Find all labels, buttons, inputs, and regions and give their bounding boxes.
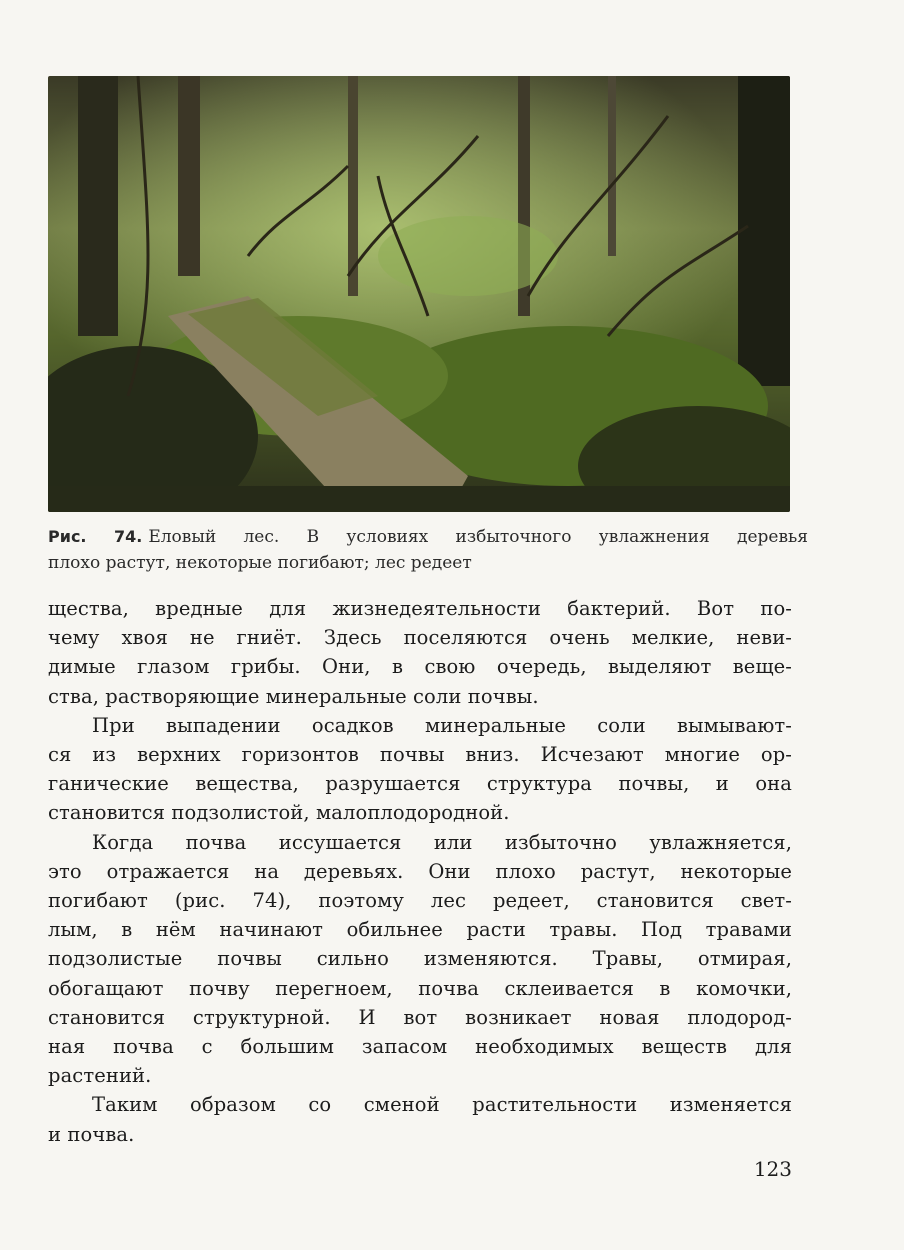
text-line: подзолистые почвы сильно изменяются. Травы, отмирая, (48, 947, 792, 971)
text-line: погибают (рис. 74), поэтому лес редеет, становится свет- (48, 889, 792, 913)
caption-line: плохо растут, некоторые погибают; лес редеет (48, 553, 472, 573)
caption-line: Рис. 74. Еловый лес. В условиях избыточного увлажнения деревья (48, 527, 808, 547)
paragraph-3 (48, 828, 792, 1091)
text-line: лым, в нём начинают обильнее расти травы. Под травами (48, 918, 792, 942)
text-line: Таким образом со сменой растительности изменяется (92, 1093, 792, 1117)
text-line: ганические вещества, разрушается структура почвы, и она (48, 772, 792, 796)
text-line: обогащают почву перегноем, почва склеивается в комочки, (48, 976, 792, 1000)
text-line: Когда почва иссушается или избыточно увлажняется, (92, 830, 792, 854)
paragraph-4 (48, 1090, 792, 1148)
paragraph-1 (48, 594, 792, 711)
text-line: димые глазом грибы. Они, в свою очередь, выделяют веще- (48, 655, 792, 679)
text-line: это отражается на деревьях. Они плохо растут, некоторые (48, 859, 792, 883)
body-text (48, 594, 792, 1149)
text-line: ся из верхних горизонтов почвы вниз. Исчезают многие ор- (48, 743, 792, 767)
page-number: 123 (753, 1157, 792, 1181)
text-line: становится подзолистой, малоплодородной. (48, 801, 510, 825)
text-line: и почва. (48, 1122, 135, 1146)
forest-photo (48, 76, 790, 512)
text-line: щества, вредные для жизнедеятельности бактерий. Вот по- (48, 597, 792, 620)
text-line: ства, растворяющие минеральные соли почвы. (48, 684, 539, 708)
figure-caption (48, 524, 808, 576)
text-line: чему хвоя не гниёт. Здесь поселяются очень мелкие, неви- (48, 626, 792, 650)
text-line: ная почва с большим запасом необходимых веществ для (48, 1035, 792, 1059)
text-line: При выпадении осадков минеральные соли вымывают- (92, 713, 792, 737)
text-line: растений. (48, 1064, 152, 1088)
text-line: становится структурной. И вот возникает новая плодород- (48, 1005, 792, 1029)
paragraph-2 (48, 711, 792, 828)
figure-label: Рис. 74. (48, 527, 143, 546)
